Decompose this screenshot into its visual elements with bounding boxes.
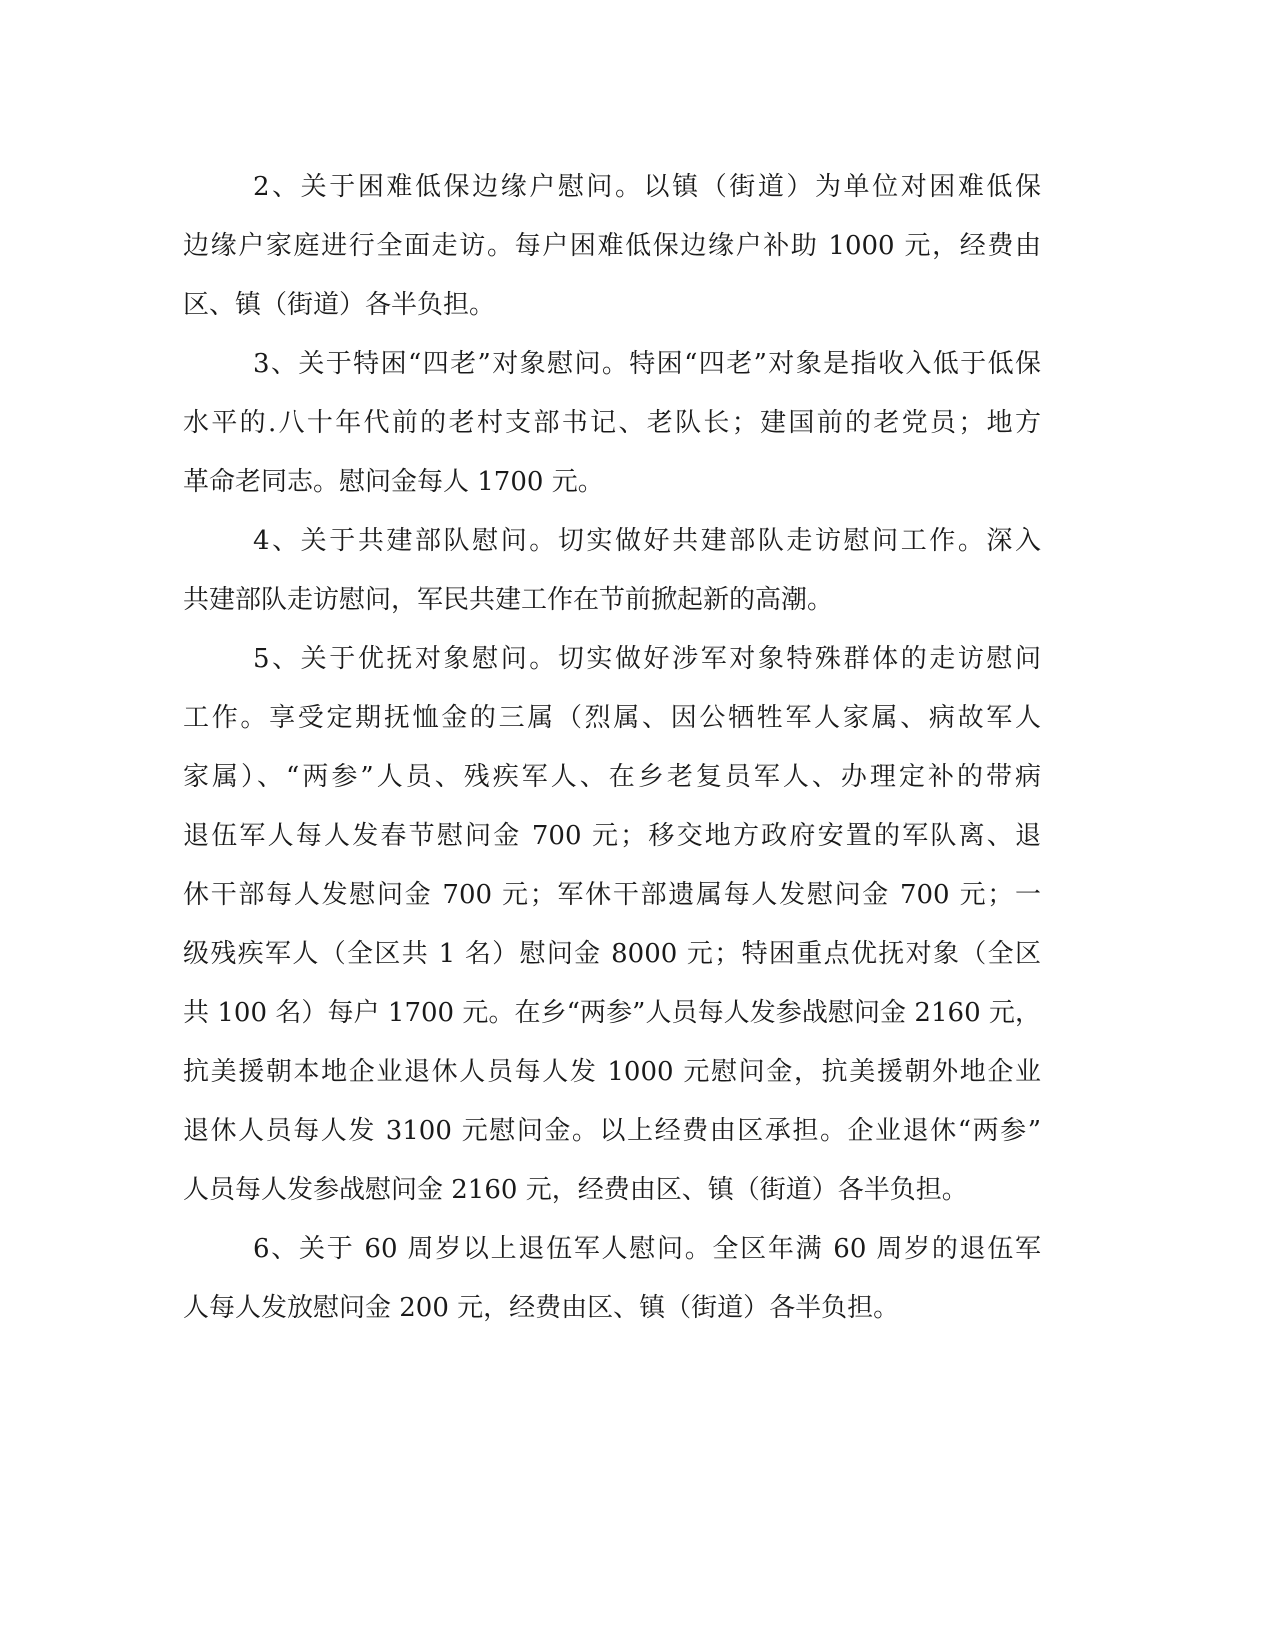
paragraph-5 <box>183 630 1041 1220</box>
paragraph-line: 退伍军人每人发春节慰问金 700 元；移交地方政府安置的军队离、退 <box>183 821 1041 851</box>
paragraph-line: 4、关于共建部队慰问。切实做好共建部队走访慰问工作。深入 <box>253 526 1041 556</box>
paragraph-4 <box>183 512 1041 630</box>
paragraph-line: 2、关于困难低保边缘户慰问。以镇（街道）为单位对困难低保 <box>253 172 1041 202</box>
paragraph-line: 工作。享受定期抚恤金的三属（烈属、因公牺牲军人家属、病故军人 <box>183 703 1041 733</box>
paragraph-2 <box>183 158 1041 335</box>
paragraph-line: 5、关于优抚对象慰问。切实做好涉军对象特殊群体的走访慰问 <box>253 644 1041 674</box>
paragraph-line: 共 100 名）每户 1700 元。在乡“两参”人员每人发参战慰问金 2160 元， <box>183 998 1041 1028</box>
paragraph-line: 退休人员每人发 3100 元慰问金。以上经费由区承担。企业退休“两参” <box>183 1116 1041 1146</box>
paragraph-line: 抗美援朝本地企业退休人员每人发 1000 元慰问金，抗美援朝外地企业 <box>183 1057 1041 1087</box>
paragraph-line: 6、关于 60 周岁以上退伍军人慰问。全区年满 60 周岁的退伍军 <box>253 1234 1041 1264</box>
paragraph-3 <box>183 335 1041 512</box>
paragraph-line: 家属）、“两参”人员、残疾军人、在乡老复员军人、办理定补的带病 <box>183 762 1041 792</box>
paragraph-line: 级残疾军人（全区共 1 名）慰问金 8000 元；特困重点优抚对象（全区 <box>183 939 1041 969</box>
paragraph-line: 人员每人发参战慰问金 2160 元，经费由区、镇（街道）各半负担。 <box>183 1175 968 1205</box>
paragraph-line: 边缘户家庭进行全面走访。每户困难低保边缘户补助 1000 元，经费由 <box>183 231 1041 261</box>
paragraph-line: 革命老同志。慰问金每人 1700 元。 <box>183 467 604 497</box>
paragraph-line: 3、关于特困“四老”对象慰问。特困“四老”对象是指收入低于低保 <box>253 349 1041 379</box>
document-body <box>183 158 1041 1338</box>
paragraph-line: 共建部队走访慰问，军民共建工作在节前掀起新的高潮。 <box>183 585 834 615</box>
paragraph-line: 水平的.八十年代前的老村支部书记、老队长；建国前的老党员；地方 <box>183 408 1041 438</box>
paragraph-line: 区、镇（街道）各半负担。 <box>183 290 496 320</box>
paragraph-6 <box>183 1220 1041 1338</box>
paragraph-line: 休干部每人发慰问金 700 元；军休干部遗属每人发慰问金 700 元；一 <box>183 880 1041 910</box>
paragraph-line: 人每人发放慰问金 200 元，经费由区、镇（街道）各半负担。 <box>183 1293 900 1323</box>
